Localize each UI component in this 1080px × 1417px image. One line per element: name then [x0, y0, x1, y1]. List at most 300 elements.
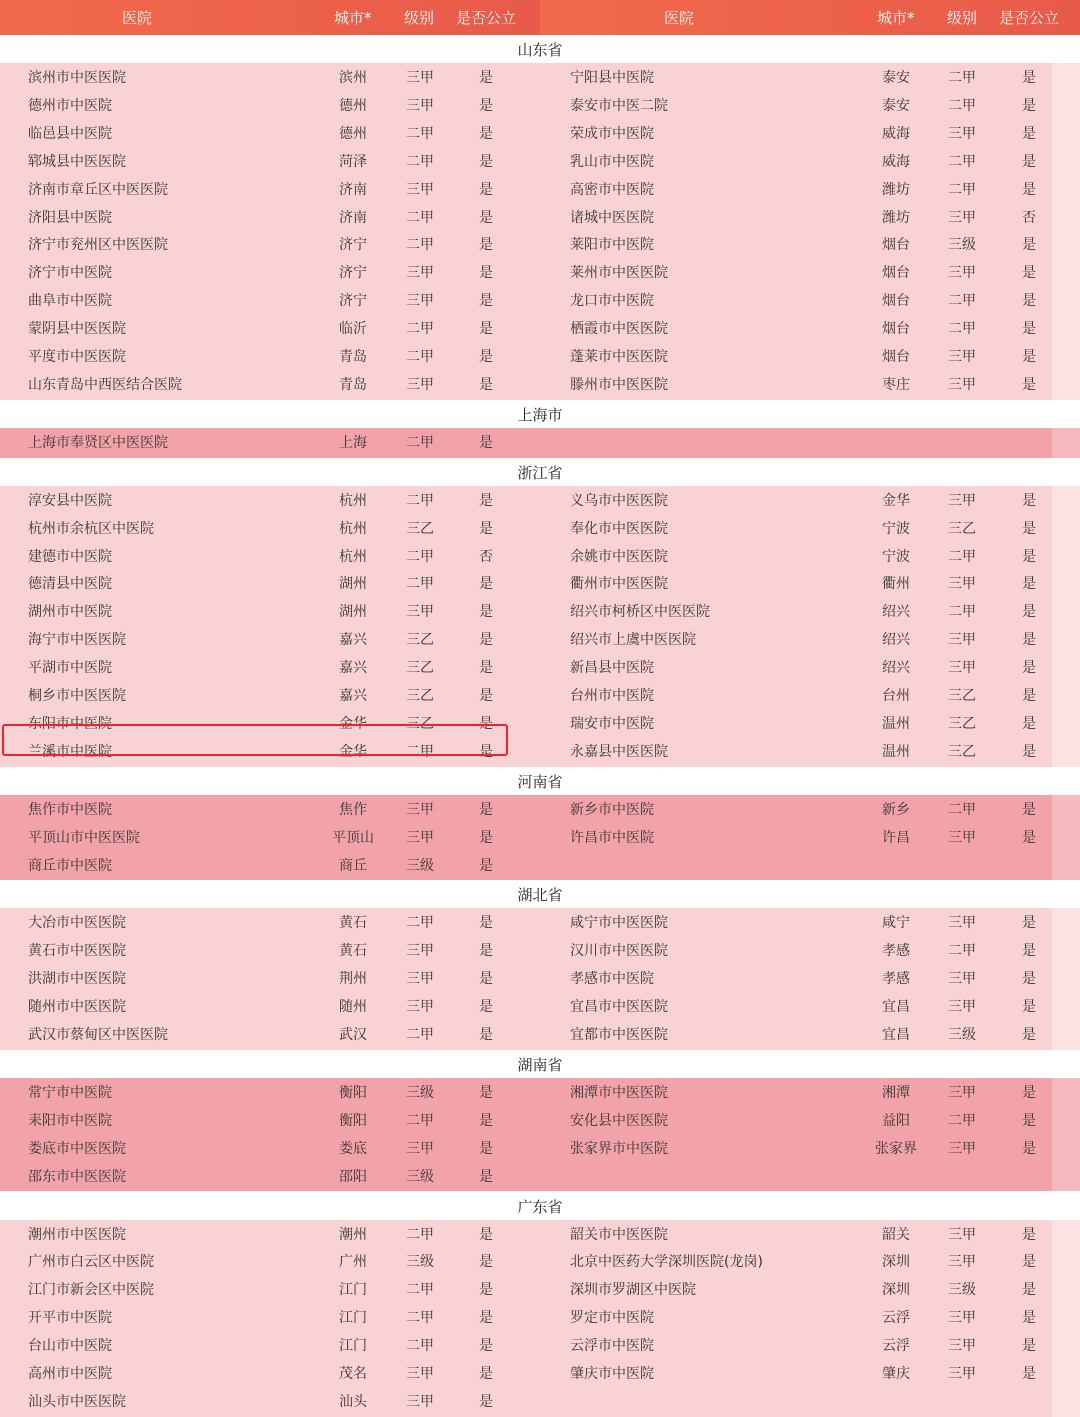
- cell-level: 三甲: [948, 1254, 976, 1271]
- cell-city: 枣庄: [882, 376, 910, 393]
- cell-level: 二甲: [406, 125, 434, 142]
- cell-public-flag: 是: [1022, 715, 1036, 732]
- cell-public-flag: 是: [479, 576, 493, 593]
- cell-public-flag: 是: [479, 943, 493, 960]
- cell-hospital-name: 绍兴市上虞中医医院: [570, 632, 696, 649]
- cell-level: 二甲: [948, 97, 976, 114]
- cell-city: 孝感: [882, 971, 910, 988]
- cell-level: 三乙: [406, 688, 434, 704]
- section-title: 上海市: [0, 400, 1080, 428]
- header-public-right: 是否公立: [999, 9, 1060, 27]
- cell-level: 三级: [948, 1282, 976, 1299]
- cell-public-flag: 是: [479, 632, 493, 649]
- cell-city: 温州: [882, 743, 910, 760]
- cell-public-flag: 是: [479, 660, 493, 677]
- cell-city: 邵阳: [339, 1168, 367, 1185]
- cell-hospital-name: 大冶市中医医院: [28, 915, 126, 932]
- cell-public-flag: 是: [1022, 153, 1036, 170]
- cell-public-flag: 是: [479, 971, 493, 988]
- cell-level: 二甲: [406, 548, 434, 565]
- cell-public-flag: 是: [479, 604, 493, 621]
- cell-hospital-name: 潮州市中医医院: [28, 1226, 126, 1243]
- cell-hospital-name: 淳安县中医院: [28, 492, 112, 509]
- cell-hospital-name: 宁阳县中医院: [570, 70, 654, 86]
- cell-hospital-name: 德清县中医院: [28, 576, 112, 593]
- cell-level: 二甲: [948, 70, 976, 86]
- cell-level: 二甲: [948, 604, 976, 621]
- cell-level: 三甲: [406, 801, 434, 818]
- cell-city: 宜昌: [882, 999, 910, 1016]
- cell-public-flag: 是: [1022, 125, 1036, 142]
- cell-hospital-name: 栖霞市中医医院: [570, 321, 668, 338]
- cell-level: 三乙: [948, 743, 976, 760]
- cell-hospital-name: 洪湖市中医医院: [28, 971, 126, 988]
- cell-city: 江门: [339, 1282, 367, 1299]
- cell-level: 三甲: [406, 181, 434, 198]
- cell-city: 宁波: [882, 548, 910, 565]
- cell-hospital-name: 新乡市中医院: [570, 801, 654, 818]
- cell-level: 二甲: [406, 321, 434, 338]
- cell-city: 泰安: [882, 97, 910, 114]
- cell-level: 二甲: [406, 492, 434, 509]
- cell-hospital-name: 安化县中医医院: [570, 1112, 668, 1129]
- cell-public-flag: 是: [479, 1084, 493, 1101]
- cell-city: 德州: [339, 97, 367, 114]
- cell-city: 烟台: [882, 321, 910, 338]
- cell-city: 济宁: [339, 265, 367, 282]
- cell-level: 三甲: [948, 1310, 976, 1327]
- cell-hospital-name: 兰溪市中医院: [28, 743, 112, 760]
- cell-level: 三乙: [948, 520, 976, 537]
- cell-public-flag: 是: [1022, 349, 1036, 365]
- cell-hospital-name: 武汉市蔡甸区中医医院: [28, 1027, 168, 1043]
- cell-public-flag: 是: [479, 97, 493, 114]
- cell-level: 三甲: [948, 1140, 976, 1157]
- cell-public-flag: 是: [1022, 576, 1036, 593]
- cell-public-flag: 是: [479, 829, 493, 846]
- highlight-box: [2, 724, 508, 756]
- cell-hospital-name: 深圳市罗湖区中医院: [570, 1282, 696, 1299]
- header-level-right: 级别: [947, 9, 978, 27]
- cell-public-flag: 是: [1022, 321, 1036, 338]
- cell-level: 三甲: [406, 829, 434, 846]
- cell-level: 三甲: [406, 97, 434, 114]
- cell-level: 二甲: [948, 153, 976, 170]
- cell-level: 三乙: [406, 715, 434, 732]
- cell-public-flag: 是: [1022, 1310, 1036, 1327]
- cell-public-flag: 是: [1022, 181, 1036, 198]
- cell-hospital-name: 广州市白云区中医院: [28, 1254, 154, 1271]
- cell-public-flag: 是: [1022, 1254, 1036, 1271]
- cell-public-flag: 是: [1022, 829, 1036, 846]
- cell-public-flag: 是: [479, 1310, 493, 1327]
- cell-level: 三甲: [406, 971, 434, 988]
- cell-public-flag: 是: [1022, 604, 1036, 621]
- cell-public-flag: 否: [479, 548, 493, 565]
- cell-public-flag: 是: [1022, 1226, 1036, 1243]
- cell-city: 张家界: [875, 1140, 917, 1157]
- header-public-left: 是否公立: [456, 9, 517, 27]
- cell-level: 三级: [406, 1084, 434, 1101]
- cell-level: 二甲: [406, 1027, 434, 1043]
- cell-level: 三级: [948, 1027, 976, 1043]
- cell-hospital-name: 蓬莱市中医医院: [570, 349, 668, 365]
- cell-public-flag: 是: [479, 153, 493, 170]
- cell-hospital-name: 汉川市中医医院: [570, 943, 668, 960]
- cell-city: 青岛: [339, 376, 367, 393]
- section-title: 山东省: [0, 35, 1080, 63]
- cell-public-flag: 是: [479, 688, 493, 704]
- cell-public-flag: 是: [1022, 801, 1036, 818]
- cell-level: 三乙: [406, 520, 434, 537]
- cell-level: 二甲: [406, 1112, 434, 1129]
- cell-hospital-name: 湖州市中医院: [28, 604, 112, 621]
- cell-city: 湘潭: [882, 1084, 910, 1101]
- cell-hospital-name: 商丘市中医院: [28, 857, 112, 874]
- header-hospital-right: 医院: [664, 9, 695, 27]
- cell-level: 二甲: [948, 801, 976, 818]
- cell-hospital-name: 建德市中医院: [28, 548, 112, 565]
- cell-level: 三级: [406, 1254, 434, 1271]
- cell-public-flag: 否: [1022, 209, 1036, 226]
- cell-public-flag: 是: [479, 1140, 493, 1157]
- cell-city: 潍坊: [882, 209, 910, 226]
- section-title: 湖南省: [0, 1050, 1080, 1078]
- cell-hospital-name: 韶关市中医医院: [570, 1226, 668, 1243]
- cell-hospital-name: 孝感市中医院: [570, 971, 654, 988]
- cell-city: 威海: [882, 153, 910, 170]
- cell-public-flag: 是: [1022, 1366, 1036, 1382]
- cell-hospital-name: 永嘉县中医医院: [570, 743, 668, 760]
- cell-level: 三级: [406, 857, 434, 874]
- cell-level: 三甲: [948, 349, 976, 365]
- cell-public-flag: 是: [479, 520, 493, 537]
- cell-level: 三甲: [406, 70, 434, 86]
- cell-public-flag: 是: [479, 1254, 493, 1271]
- cell-level: 二甲: [406, 434, 434, 451]
- cell-public-flag: 是: [479, 1366, 493, 1382]
- cell-public-flag: 是: [479, 857, 493, 874]
- cell-level: 三甲: [948, 999, 976, 1016]
- cell-hospital-name: 曲阜市中医院: [28, 293, 112, 310]
- cell-hospital-name: 台州市中医院: [570, 688, 654, 704]
- cell-level: 二甲: [948, 943, 976, 960]
- cell-public-flag: 是: [1022, 1112, 1036, 1129]
- cell-hospital-name: 龙口市中医院: [570, 293, 654, 310]
- cell-hospital-name: 高密市中医院: [570, 181, 654, 198]
- cell-hospital-name: 上海市奉贤区中医医院: [28, 434, 168, 451]
- cell-city: 娄底: [339, 1140, 367, 1157]
- cell-city: 衢州: [882, 576, 910, 593]
- section-title: 浙江省: [0, 458, 1080, 486]
- cell-city: 嘉兴: [339, 632, 367, 649]
- cell-city: 江门: [339, 1310, 367, 1327]
- cell-level: 三甲: [948, 1226, 976, 1243]
- cell-city: 宜昌: [882, 1027, 910, 1043]
- cell-city: 荆州: [339, 971, 367, 988]
- cell-level: 三甲: [948, 265, 976, 282]
- cell-level: 二甲: [406, 237, 434, 254]
- cell-city: 台州: [882, 688, 910, 704]
- cell-city: 益阳: [882, 1112, 910, 1129]
- cell-hospital-name: 莱阳市中医院: [570, 237, 654, 254]
- cell-level: 二甲: [948, 1112, 976, 1129]
- cell-hospital-name: 临邑县中医院: [28, 125, 112, 142]
- cell-public-flag: 是: [479, 265, 493, 282]
- cell-hospital-name: 耒阳市中医院: [28, 1112, 112, 1129]
- cell-public-flag: 是: [1022, 971, 1036, 988]
- cell-hospital-name: 平湖市中医院: [28, 660, 112, 677]
- cell-level: 三级: [406, 1168, 434, 1185]
- cell-public-flag: 是: [479, 70, 493, 86]
- cell-level: 三乙: [948, 688, 976, 704]
- cell-level: 二甲: [948, 321, 976, 338]
- cell-hospital-name: 济宁市中医院: [28, 265, 112, 282]
- cell-hospital-name: 滨州市中医医院: [28, 70, 126, 86]
- cell-city: 上海: [339, 434, 367, 451]
- cell-level: 二甲: [948, 293, 976, 310]
- cell-public-flag: 是: [1022, 520, 1036, 537]
- cell-hospital-name: 许昌市中医院: [570, 829, 654, 846]
- header-level-left: 级别: [404, 9, 435, 27]
- cell-level: 三甲: [948, 1084, 976, 1101]
- cell-public-flag: 是: [479, 999, 493, 1016]
- cell-public-flag: 是: [1022, 660, 1036, 677]
- cell-hospital-name: 云浮市中医院: [570, 1338, 654, 1355]
- cell-public-flag: 是: [479, 1338, 493, 1355]
- cell-level: 二甲: [406, 1282, 434, 1299]
- cell-city: 杭州: [339, 492, 367, 509]
- cell-public-flag: 是: [1022, 293, 1036, 310]
- cell-level: 三甲: [948, 660, 976, 677]
- cell-city: 许昌: [882, 829, 910, 846]
- cell-level: 三乙: [948, 715, 976, 732]
- cell-level: 三乙: [406, 632, 434, 649]
- header-hospital-left: 医院: [122, 9, 153, 27]
- cell-hospital-name: 杭州市余杭区中医院: [28, 520, 154, 537]
- cell-level: 三甲: [948, 209, 976, 226]
- cell-level: 三甲: [406, 943, 434, 960]
- cell-city: 临沂: [339, 321, 367, 338]
- cell-hospital-name: 海宁市中医医院: [28, 632, 126, 649]
- cell-city: 嘉兴: [339, 660, 367, 677]
- band-edge: [1052, 428, 1080, 458]
- cell-city: 德州: [339, 125, 367, 142]
- cell-hospital-name: 奉化市中医医院: [570, 520, 668, 537]
- cell-city: 潍坊: [882, 181, 910, 198]
- cell-hospital-name: 济阳县中医院: [28, 209, 112, 226]
- cell-hospital-name: 新昌县中医院: [570, 660, 654, 677]
- cell-city: 咸宁: [882, 915, 910, 932]
- cell-level: 三级: [948, 237, 976, 254]
- cell-hospital-name: 开平市中医院: [28, 1310, 112, 1327]
- cell-city: 深圳: [882, 1282, 910, 1299]
- cell-level: 三甲: [948, 125, 976, 142]
- cell-city: 嘉兴: [339, 688, 367, 704]
- cell-city: 云浮: [882, 1338, 910, 1355]
- section-title: 湖北省: [0, 880, 1080, 908]
- cell-hospital-name: 娄底市中医医院: [28, 1140, 126, 1157]
- cell-public-flag: 是: [1022, 943, 1036, 960]
- cell-city: 济南: [339, 181, 367, 198]
- cell-city: 济宁: [339, 237, 367, 254]
- cell-public-flag: 是: [1022, 1084, 1036, 1101]
- cell-public-flag: 是: [479, 715, 493, 732]
- cell-public-flag: 是: [479, 1112, 493, 1129]
- cell-hospital-name: 济南市章丘区中医医院: [28, 181, 168, 198]
- cell-public-flag: 是: [479, 743, 493, 760]
- cell-level: 三甲: [948, 576, 976, 593]
- section-title: 广东省: [0, 1192, 1080, 1220]
- cell-level: 三甲: [948, 1338, 976, 1355]
- cell-level: 三甲: [406, 265, 434, 282]
- cell-city: 济宁: [339, 293, 367, 310]
- cell-level: 三甲: [406, 293, 434, 310]
- cell-hospital-name: 东阳市中医院: [28, 715, 112, 732]
- cell-hospital-name: 咸宁市中医医院: [570, 915, 668, 932]
- cell-public-flag: 是: [479, 293, 493, 310]
- cell-level: 二甲: [406, 576, 434, 593]
- cell-hospital-name: 绍兴市柯桥区中医医院: [570, 604, 710, 621]
- cell-level: 二甲: [406, 1226, 434, 1243]
- cell-city: 武汉: [339, 1027, 367, 1043]
- cell-city: 衡阳: [339, 1112, 367, 1129]
- cell-level: 三甲: [948, 915, 976, 932]
- cell-hospital-name: 蒙阴县中医医院: [28, 321, 126, 338]
- cell-public-flag: 是: [1022, 1027, 1036, 1043]
- cell-hospital-name: 宜都市中医医院: [570, 1027, 668, 1043]
- cell-public-flag: 是: [1022, 1338, 1036, 1355]
- cell-city: 随州: [339, 999, 367, 1016]
- cell-hospital-name: 桐乡市中医医院: [28, 688, 126, 704]
- cell-level: 三乙: [406, 660, 434, 677]
- header-city-right: 城市*: [877, 9, 915, 27]
- cell-hospital-name: 义乌市中医医院: [570, 492, 668, 509]
- cell-hospital-name: 平度市中医医院: [28, 349, 126, 365]
- cell-city: 黄石: [339, 943, 367, 960]
- cell-hospital-name: 宜昌市中医医院: [570, 999, 668, 1016]
- cell-city: 深圳: [882, 1254, 910, 1271]
- cell-public-flag: 是: [479, 237, 493, 254]
- cell-city: 绍兴: [882, 660, 910, 677]
- cell-city: 菏泽: [339, 153, 367, 170]
- cell-city: 济南: [339, 209, 367, 226]
- cell-public-flag: 是: [479, 915, 493, 932]
- cell-hospital-name: 山东青岛中西医结合医院: [28, 376, 182, 393]
- cell-public-flag: 是: [479, 1226, 493, 1243]
- cell-hospital-name: 诸城中医医院: [570, 209, 654, 226]
- cell-hospital-name: 郓城县中医医院: [28, 153, 126, 170]
- cell-hospital-name: 滕州市中医医院: [570, 376, 668, 393]
- cell-level: 三甲: [948, 632, 976, 649]
- cell-hospital-name: 黄石市中医医院: [28, 943, 126, 960]
- cell-hospital-name: 罗定市中医院: [570, 1310, 654, 1327]
- cell-public-flag: 是: [1022, 1140, 1036, 1157]
- cell-city: 金华: [882, 492, 910, 509]
- cell-city: 孝感: [882, 943, 910, 960]
- cell-city: 温州: [882, 715, 910, 732]
- cell-city: 烟台: [882, 293, 910, 310]
- cell-hospital-name: 衢州市中医医院: [570, 576, 668, 593]
- cell-hospital-name: 北京中医药大学深圳医院(龙岗): [570, 1254, 763, 1271]
- cell-hospital-name: 乳山市中医院: [570, 153, 654, 170]
- cell-hospital-name: 湘潭市中医医院: [570, 1084, 668, 1101]
- cell-level: 三甲: [406, 1366, 434, 1382]
- cell-public-flag: 是: [1022, 688, 1036, 704]
- cell-public-flag: 是: [1022, 632, 1036, 649]
- cell-public-flag: 是: [479, 1282, 493, 1299]
- cell-city: 商丘: [339, 857, 367, 874]
- cell-city: 金华: [339, 715, 367, 732]
- cell-city: 宁波: [882, 520, 910, 537]
- cell-city: 绍兴: [882, 632, 910, 649]
- cell-public-flag: 是: [479, 181, 493, 198]
- header-city-left: 城市*: [334, 9, 372, 27]
- cell-hospital-name: 随州市中医医院: [28, 999, 126, 1016]
- cell-city: 新乡: [882, 801, 910, 818]
- cell-public-flag: 是: [1022, 237, 1036, 254]
- cell-hospital-name: 汕头市中医医院: [28, 1393, 126, 1410]
- cell-public-flag: 是: [1022, 999, 1036, 1016]
- cell-level: 二甲: [406, 743, 434, 760]
- cell-level: 二甲: [948, 548, 976, 565]
- cell-level: 二甲: [406, 1310, 434, 1327]
- cell-public-flag: 是: [1022, 97, 1036, 114]
- cell-level: 三甲: [948, 971, 976, 988]
- cell-hospital-name: 莱州市中医医院: [570, 265, 668, 282]
- cell-hospital-name: 江门市新会区中医院: [28, 1282, 154, 1299]
- cell-hospital-name: 德州市中医院: [28, 97, 112, 114]
- cell-city: 湖州: [339, 604, 367, 621]
- cell-public-flag: 是: [1022, 265, 1036, 282]
- cell-hospital-name: 常宁市中医院: [28, 1084, 112, 1101]
- cell-city: 金华: [339, 743, 367, 760]
- cell-public-flag: 是: [1022, 376, 1036, 393]
- cell-city: 青岛: [339, 349, 367, 365]
- cell-public-flag: 是: [1022, 1282, 1036, 1299]
- section-title: 河南省: [0, 767, 1080, 795]
- cell-public-flag: 是: [479, 209, 493, 226]
- cell-city: 湖州: [339, 576, 367, 593]
- cell-city: 杭州: [339, 520, 367, 537]
- cell-city: 滨州: [339, 70, 367, 86]
- cell-city: 衡阳: [339, 1084, 367, 1101]
- cell-city: 平顶山: [332, 829, 374, 846]
- cell-level: 二甲: [406, 915, 434, 932]
- cell-hospital-name: 荣成市中医院: [570, 125, 654, 142]
- cell-hospital-name: 邵东市中医医院: [28, 1168, 126, 1185]
- cell-public-flag: 是: [479, 1393, 493, 1410]
- cell-city: 韶关: [882, 1226, 910, 1243]
- cell-hospital-name: 肇庆市中医院: [570, 1366, 654, 1382]
- cell-level: 三甲: [948, 492, 976, 509]
- cell-city: 威海: [882, 125, 910, 142]
- cell-city: 杭州: [339, 548, 367, 565]
- cell-public-flag: 是: [1022, 492, 1036, 509]
- cell-public-flag: 是: [479, 1027, 493, 1043]
- cell-city: 广州: [339, 1254, 367, 1271]
- table-header: [0, 0, 1080, 35]
- cell-level: 三甲: [948, 1366, 976, 1382]
- cell-public-flag: 是: [479, 492, 493, 509]
- cell-level: 三甲: [948, 829, 976, 846]
- cell-public-flag: 是: [1022, 915, 1036, 932]
- cell-hospital-name: 泰安市中医二院: [570, 97, 668, 114]
- cell-city: 焦作: [339, 801, 367, 818]
- cell-level: 二甲: [406, 1338, 434, 1355]
- cell-level: 三甲: [406, 999, 434, 1016]
- cell-city: 烟台: [882, 237, 910, 254]
